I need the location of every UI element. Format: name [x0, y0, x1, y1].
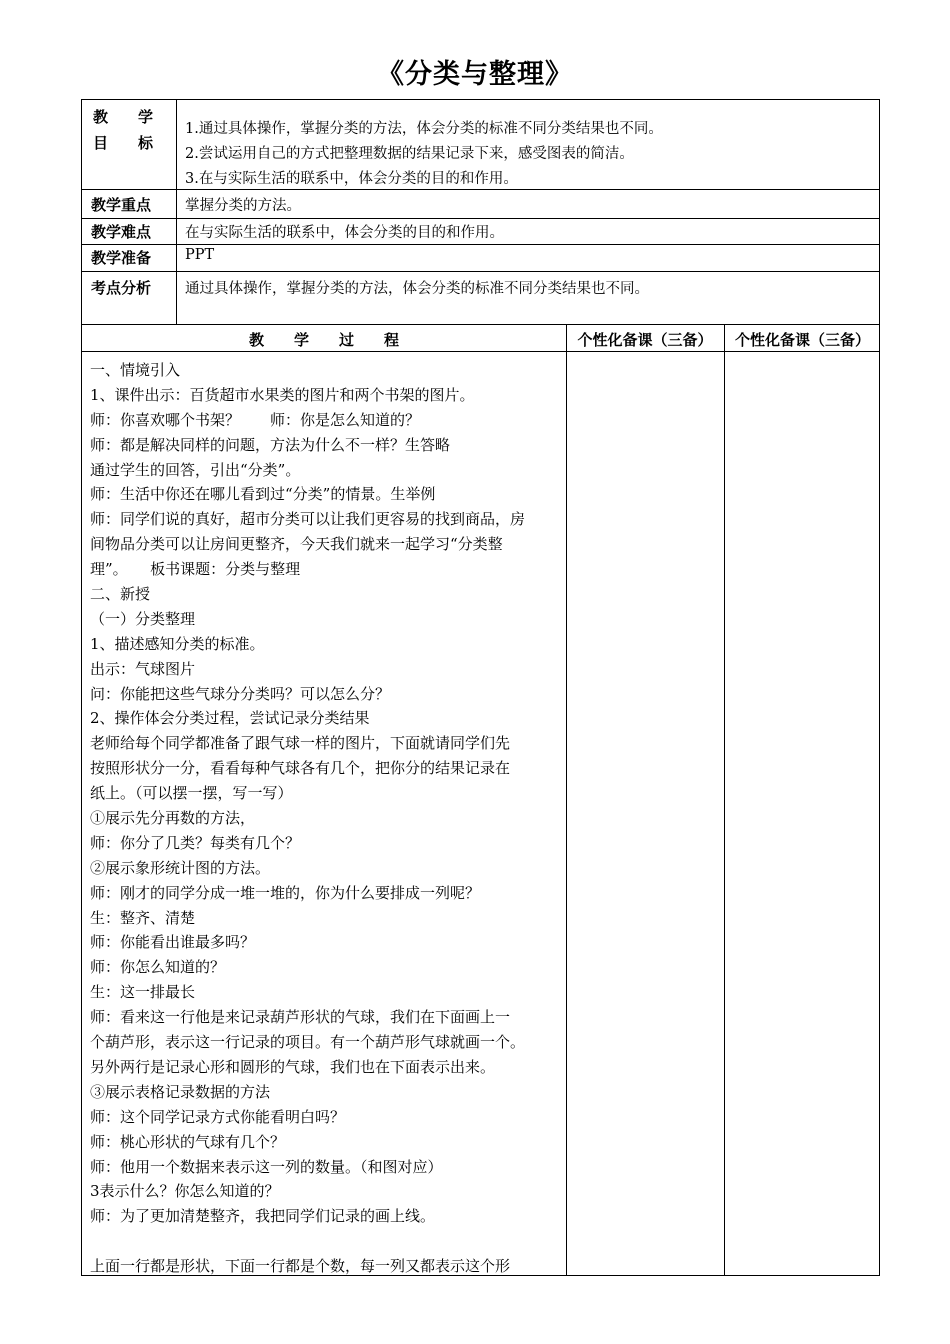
- process-header: 教 学 过 程: [248, 331, 399, 349]
- process-line: 1、课件出示：百货超市水果类的图片和两个书架的图片。: [90, 385, 475, 404]
- label-column-divider: [176, 100, 177, 324]
- process-line: 师：同学们说的真好，超市分类可以让我们更容易的找到商品，房: [90, 510, 526, 529]
- personal-column-divider: [724, 324, 725, 1276]
- analysis-label: 考点分析: [91, 279, 152, 297]
- process-line: 师：这个同学记录方式你能看明白吗？: [90, 1107, 346, 1126]
- goals-label: [93, 104, 153, 156]
- personal-prep-header-2: 个性化备课（三备）: [734, 331, 870, 349]
- process-line: 生：整齐、清楚: [90, 908, 196, 927]
- process-line: 一、情境引入: [90, 361, 181, 379]
- process-line: ③展示表格记录数据的方法: [90, 1082, 271, 1101]
- process-line: ①展示先分再数的方法，: [90, 809, 256, 828]
- lesson-plan-table: [81, 99, 880, 1276]
- process-line: 1、描述感知分类的标准。: [90, 634, 265, 653]
- process-line: 按照形状分一分，看看每种气球各有几个，把你分的结果记录在: [90, 759, 511, 778]
- row-divider: [82, 271, 879, 272]
- goals-label-line1: 教 学: [93, 108, 154, 126]
- process-line: 间物品分类可以让房间更整齐，今天我们就来一起学习“分类整: [90, 535, 503, 554]
- process-line: 另外两行是记录心形和圆形的气球，我们也在下面表示出来。: [90, 1057, 496, 1076]
- row-divider: [82, 351, 879, 352]
- process-line: 师：你能看出谁最多吗？: [90, 933, 256, 952]
- row-divider: [82, 324, 879, 325]
- process-line: 师：你怎么知道的？: [90, 958, 226, 977]
- document-title: 《分类与整理》: [377, 59, 573, 90]
- process-line: 3表示什么？你怎么知道的？: [90, 1182, 280, 1201]
- row-divider: [82, 244, 879, 245]
- personal-prep-header-1: 个性化备课（三备）: [577, 331, 713, 349]
- process-line: 理”。 板书课题：分类与整理: [90, 560, 301, 579]
- process-line: 师：桃心形状的气球有几个？: [90, 1132, 286, 1151]
- difficulty-label: 教学难点: [91, 223, 152, 241]
- difficulty-text: 在与实际生活的联系中，体会分类的目的和作用。: [185, 225, 504, 241]
- preparation-label: 教学准备: [91, 249, 152, 267]
- process-line: 问：你能把这些气球分分类吗？可以怎么分？: [90, 684, 391, 703]
- analysis-text: 通过具体操作，掌握分类的方法，体会分类的标准不同分类结果也不同。: [185, 281, 649, 297]
- goal-item: 2.尝试运用自己的方式把整理数据的结果记录下来，感受图表的简洁。: [185, 146, 634, 162]
- process-line: 师：生活中你还在哪儿看到过“分类”的情景。生举例: [90, 485, 436, 504]
- preparation-text: PPT: [185, 247, 215, 263]
- process-line: 通过学生的回答，引出“分类”。: [90, 460, 301, 479]
- process-line: 师：你喜欢哪个书架？ 师：你是怎么知道的？: [90, 410, 421, 429]
- key-point-label: 教学重点: [91, 196, 152, 214]
- process-line: 师：刚才的同学分成一堆一堆的，你为什么要排成一列呢？: [90, 883, 481, 902]
- process-line: 师：看来这一行他是来记录葫芦形状的气球，我们在下面画上一: [90, 1008, 511, 1027]
- process-line: 上面一行都是形状，下面一行都是个数，每一列又都表示这个形: [90, 1257, 511, 1276]
- process-column-divider: [566, 324, 567, 1276]
- teaching-process-text: [90, 358, 564, 1279]
- process-line: 纸上。（可以摆一摆，写一写）: [90, 784, 293, 803]
- process-line: 师：为了更加清楚整齐，我把同学们记录的画上线。: [90, 1207, 436, 1226]
- process-line: 师：他用一个数据来表示这一列的数量。（和图对应）: [90, 1157, 443, 1176]
- goal-item: 1.通过具体操作，掌握分类的方法，体会分类的标准不同分类结果也不同。: [185, 121, 663, 137]
- process-line: 生：这一排最长: [90, 983, 196, 1002]
- process-line: 师：你分了几类？每类有几个？: [90, 833, 301, 852]
- process-line: 个葫芦形，表示这一行记录的项目。有一个葫芦形气球就画一个。: [90, 1033, 526, 1052]
- key-point-text: 掌握分类的方法。: [185, 198, 301, 214]
- process-line: ②展示象形统计图的方法。: [90, 858, 271, 877]
- process-line: 师：都是解决同样的问题，方法为什么不一样？生答略: [90, 435, 451, 454]
- process-line: 二、新授: [90, 585, 151, 604]
- process-line: 2、操作体会分类过程，尝试记录分类结果: [90, 709, 370, 728]
- process-line: 老师给每个同学都准备了跟气球一样的图片，下面就请同学们先: [90, 734, 511, 753]
- goals-content: [185, 117, 663, 192]
- row-divider: [82, 218, 879, 219]
- goal-item: 3.在与实际生活的联系中，体会分类的目的和作用。: [185, 171, 518, 187]
- process-line: 出示：气球图片: [90, 659, 196, 678]
- goals-label-line2: 目 标: [93, 134, 154, 152]
- process-line: （一）分类整理: [90, 609, 196, 628]
- process-line: [90, 1229, 564, 1254]
